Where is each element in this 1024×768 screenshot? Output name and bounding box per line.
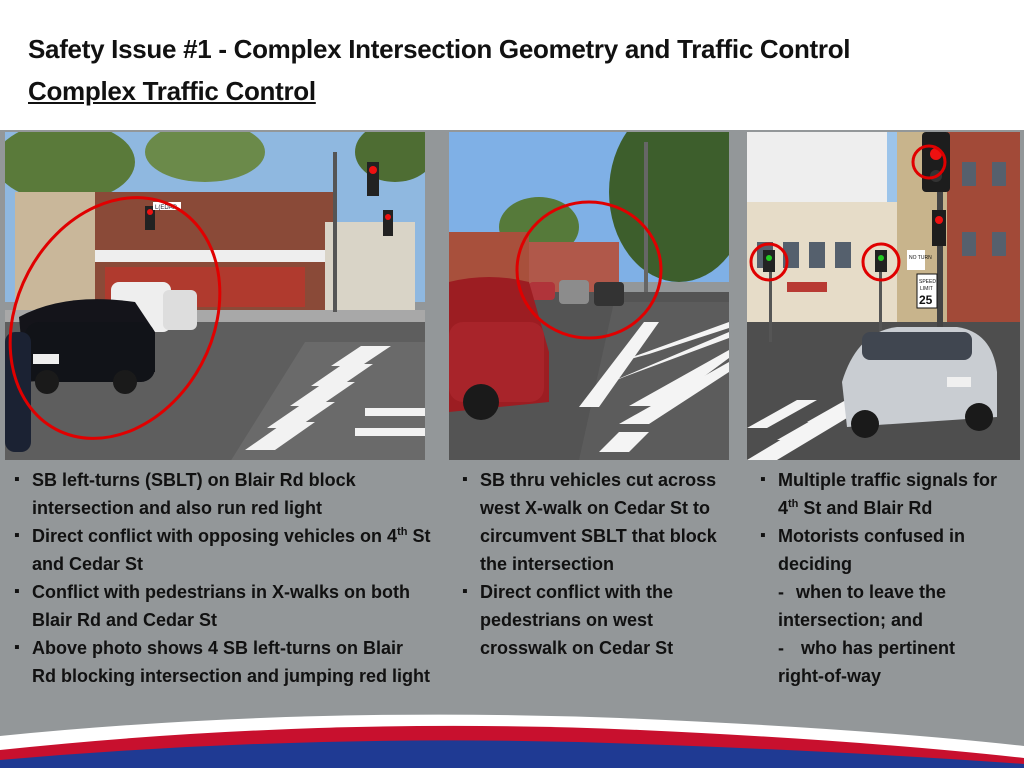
sub-item: - who has pertinent [778,638,956,658]
list-item: ▪ Conflict with pedestrians in X-walks on both Blair Rd and Cedar St [12,578,432,634]
photo-multiple-signals [747,132,1020,460]
slide-subtitle: Complex Traffic Control [28,76,316,106]
photo-cedar-st-crosswalk [449,132,729,460]
slide-header [0,0,1024,130]
column-signal-notes [758,466,1020,690]
list-item: ▪ SB left-turns (SBLT) on Blair Rd block intersection and also run red light [12,466,432,522]
speed-sign-line1: SPEED [919,279,936,285]
list-item: ▪ SB thru vehicles cut across west X-walk on Cedar St to circumvent SBLT that block the intersection [460,466,745,578]
speed-sign-line2: LIMIT [920,286,933,292]
footer-swoosh [0,698,1024,768]
slide-title: Safety Issue #1 - Complex Intersection Geometry and Traffic Control [28,34,851,64]
list-item: ▪ Multiple traffic signals for 4th St and Blair Rd [758,466,1020,522]
list-item: ▪ Direct conflict with opposing vehicles on 4th St and Cedar St [12,522,432,578]
list-item: ▪ Direct conflict with the pedestrians on west crosswalk on Cedar St [460,578,745,662]
column-blair-rd-notes [12,466,432,690]
list-item: ▪ Above photo shows 4 SB left-turns on Blair Rd blocking intersection and jumping red light [12,634,432,690]
list-item: ▪ Motorists confused in deciding [758,522,1020,578]
slide-content [0,130,1024,768]
no-turn-sign-text: NO TURN [909,255,932,261]
photo-blair-rd-left-turns [5,132,425,460]
speed-sign-value: 25 [919,293,933,307]
sub-item-continuation: right-of-way [778,666,881,686]
sub-item: - when to leave the [778,582,947,602]
street-sign-text: L(EDAR [155,205,178,211]
sub-item-continuation: intersection; and [778,610,924,630]
column-cedar-st-notes [460,466,745,662]
